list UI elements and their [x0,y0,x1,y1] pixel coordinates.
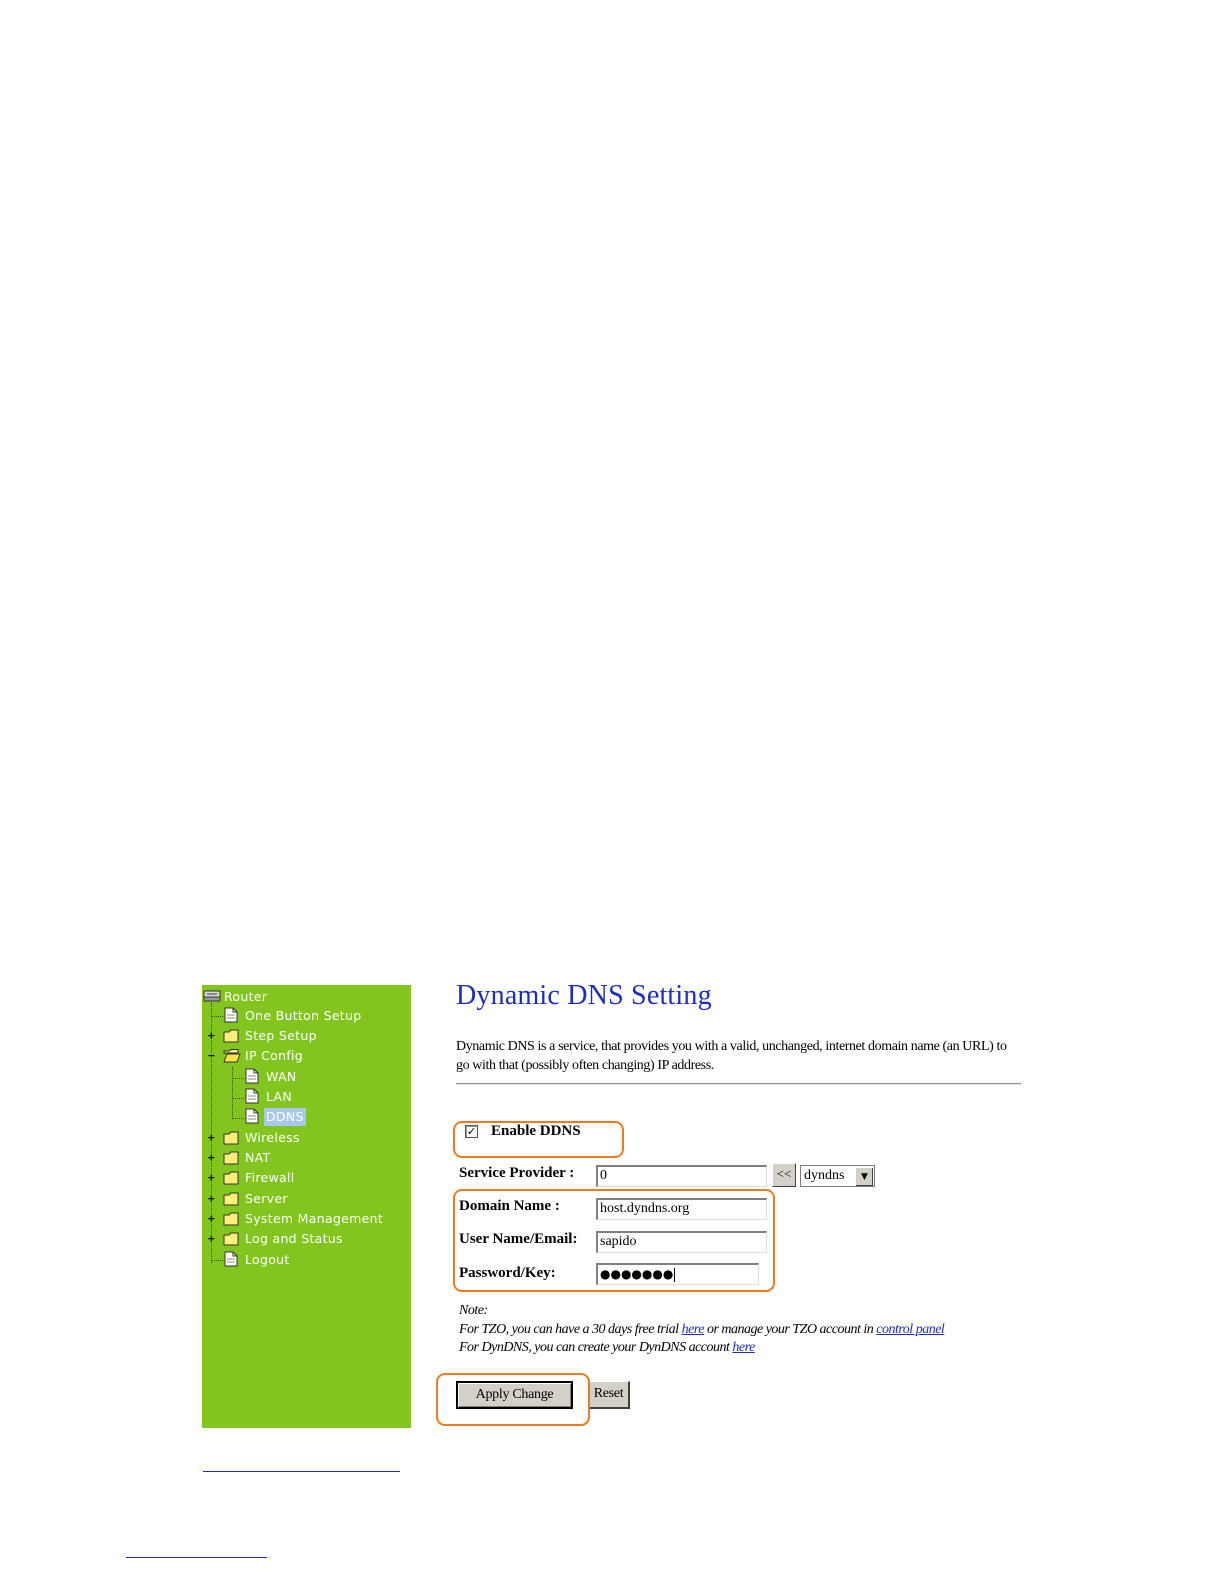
expand-plus-icon[interactable]: + [208,1171,215,1184]
router-icon [203,989,221,1003]
page-title: Dynamic DNS Setting [456,980,712,1011]
page-rule [203,1471,400,1472]
note-tzo-line [459,1321,1019,1340]
folder-icon [223,1131,240,1145]
service-provider-input[interactable]: 0 [596,1165,767,1187]
service-provider-select[interactable] [800,1165,875,1187]
expand-plus-icon[interactable]: + [208,1232,215,1245]
password-value: ●●●●●●● [600,1267,674,1281]
sidebar-item-label: WAN [266,1069,297,1084]
expand-plus-icon[interactable]: + [208,1131,215,1144]
select-value: dyndns [804,1168,845,1183]
tzo-control-panel-link[interactable]: control panel [876,1321,945,1337]
description-line: go with that (possibly often changing) IP address. [456,1058,714,1073]
folder-icon [223,1171,240,1185]
note-dyndns-line [459,1339,1019,1358]
provider-pick-button[interactable]: << [772,1163,796,1187]
sidebar-item-label: DDNS [266,1109,304,1124]
sidebar-item-label: Server [245,1191,288,1206]
expand-plus-icon[interactable]: + [208,1212,215,1225]
password-label: Password/Key: [459,1265,556,1281]
tree-connector [211,1260,223,1261]
tree-connector [232,1078,244,1079]
domain-name-label: Domain Name : [459,1198,560,1214]
sidebar-item-label: NAT [245,1150,271,1165]
divider [456,1083,1021,1085]
folder-icon [223,1029,240,1043]
tree-connector [232,1118,244,1119]
tree-connector [232,1067,233,1117]
sidebar-item-label: Log and Status [245,1231,343,1246]
password-input[interactable] [596,1263,759,1285]
folder-icon [223,1232,240,1246]
user-name-input[interactable]: sapido [596,1231,767,1253]
enable-ddns-checkbox[interactable]: ✓ [466,1125,477,1138]
page-icon [245,1088,259,1104]
domain-name-input[interactable]: host.dyndns.org [596,1198,767,1220]
page-icon [245,1068,259,1084]
sidebar-item-label: IP Config [245,1048,304,1063]
sidebar-item-label: One Button Setup [245,1008,362,1023]
page-icon [224,1007,238,1023]
description-line: Dynamic DNS is a service, that provides you with a valid, unchanged, internet domain name (an URL) to [456,1039,1007,1054]
sidebar-item-label: Firewall [245,1170,295,1185]
sidebar-item-label: Logout [245,1252,290,1267]
sidebar-nav-tree [202,985,411,1428]
user-name-label: User Name/Email: [459,1231,578,1247]
folder-icon [223,1192,240,1206]
note-text: or manage your TZO account in [703,1321,877,1337]
sidebar-item-label: Wireless [245,1130,300,1145]
tree-connector [232,1098,244,1099]
page-description [456,1037,1031,1075]
folder-icon [223,1151,240,1165]
note-text: For DynDNS, you can create your DynDNS account [459,1340,733,1355]
tree-connector [211,1016,223,1017]
dyndns-account-link[interactable]: here [732,1340,755,1355]
folder-icon [223,1212,240,1226]
collapse-minus-icon[interactable]: − [208,1049,215,1062]
apply-change-button[interactable]: Apply Change [456,1381,573,1409]
expand-plus-icon[interactable]: + [208,1192,215,1205]
note-text: For TZO, you can have a 30 days free trial [459,1321,682,1337]
sidebar-item-label: LAN [266,1089,293,1104]
service-provider-label: Service Provider : [459,1165,575,1181]
page-rule [126,1557,267,1558]
reset-button[interactable]: Reset [588,1381,630,1409]
text-caret [674,1268,675,1282]
tzo-trial-link[interactable]: here [681,1321,704,1337]
sidebar-item-label: System Management [245,1211,384,1226]
sidebar-item-label: Step Setup [245,1028,317,1043]
expand-plus-icon[interactable]: + [208,1151,215,1164]
open-folder-icon [223,1049,241,1063]
dropdown-arrow-icon[interactable]: ▼ [855,1167,873,1186]
note-section [459,1302,1019,1358]
page-icon [245,1108,259,1124]
sidebar-item-label: Router [224,989,268,1004]
expand-plus-icon[interactable]: + [208,1029,215,1042]
enable-ddns-label: Enable DDNS [491,1123,581,1139]
page-icon [224,1251,238,1267]
note-heading: Note: [459,1303,488,1318]
